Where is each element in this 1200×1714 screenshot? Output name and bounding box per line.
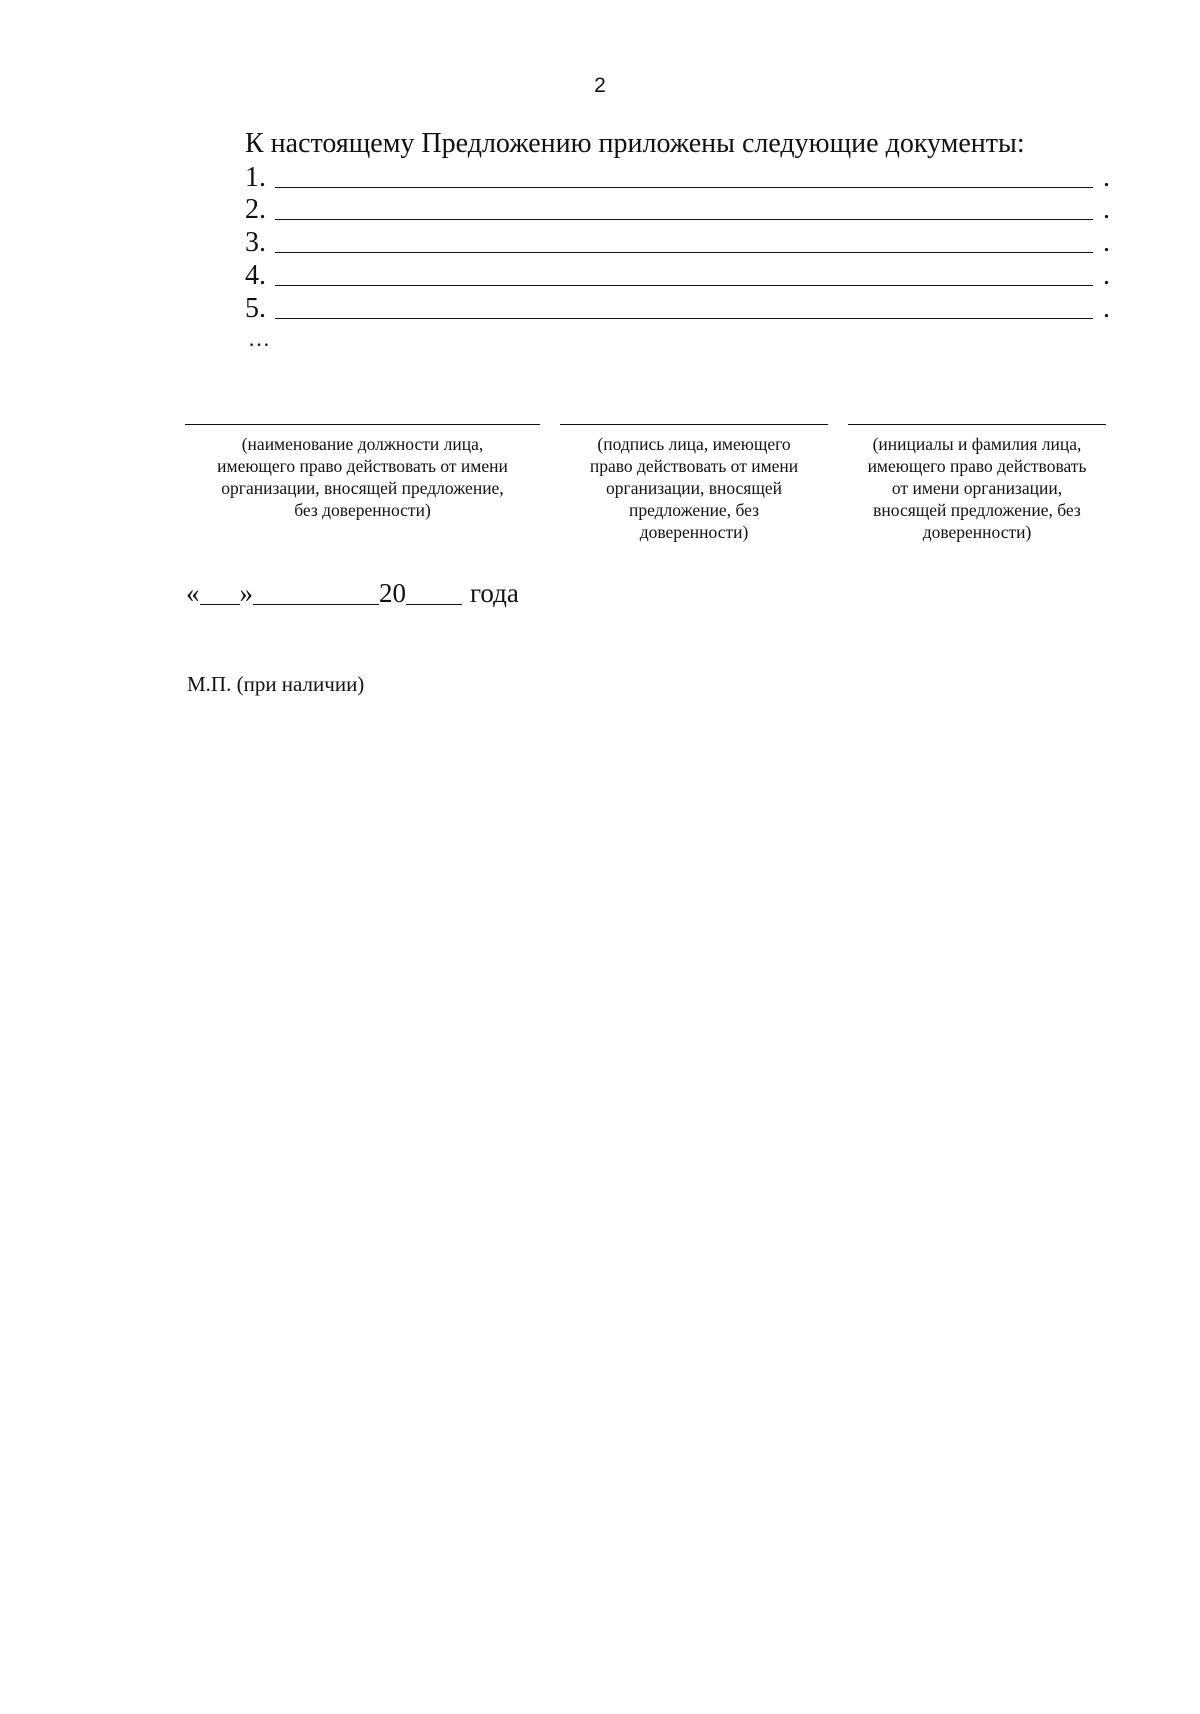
document-line-number: 3. — [245, 227, 266, 258]
document-line-1[interactable] — [245, 162, 1115, 194]
date-month-blank[interactable] — [253, 578, 379, 605]
date-suffix: года — [470, 578, 519, 608]
signature-caption: (подпись лица, имеющего право действовать от имени организации, вносящей предложение, без доверенности) — [589, 434, 799, 542]
date-field[interactable] — [186, 578, 519, 609]
document-line-number: 1. — [245, 162, 266, 193]
document-line-blank[interactable] — [275, 187, 1093, 188]
signature-caption: (инициалы и фамилия лица, имеющего право действовать от имени организации, вносящей предложение, без доверенности) — [867, 434, 1087, 542]
document-line-terminator: . — [1103, 194, 1110, 225]
document-line-4[interactable] — [245, 260, 1115, 292]
date-open-quote: « — [186, 578, 200, 608]
document-line-blank[interactable] — [275, 219, 1093, 220]
list-continuation-ellipsis: … — [248, 326, 271, 351]
page-number: 2 — [594, 74, 606, 97]
document-line-blank[interactable] — [275, 252, 1093, 253]
document-line-terminator: . — [1103, 162, 1110, 193]
document-line-number: 4. — [245, 260, 266, 291]
document-line-terminator: . — [1103, 293, 1110, 324]
document-line-3[interactable] — [245, 227, 1115, 259]
signature-field-position[interactable] — [185, 424, 540, 521]
date-day-blank[interactable] — [200, 578, 240, 605]
stamp-placeholder: М.П. (при наличии) — [187, 672, 365, 696]
signature-line[interactable] — [560, 424, 828, 425]
document-line-2[interactable] — [245, 194, 1115, 226]
signature-field-name[interactable] — [848, 424, 1106, 543]
signature-field-signature[interactable] — [560, 424, 828, 543]
signature-line[interactable] — [185, 424, 540, 425]
signature-caption: (наименование должности лица, имеющего право действовать от имени организации, вносящей предложение, без доверенности) — [217, 434, 508, 520]
document-line-5[interactable] — [245, 293, 1115, 325]
document-line-blank[interactable] — [275, 318, 1093, 319]
document-line-number: 5. — [245, 293, 266, 324]
document-line-blank[interactable] — [275, 285, 1093, 286]
date-century: 20 — [379, 578, 406, 608]
date-year-blank[interactable] — [406, 578, 462, 605]
date-close-quote: » — [239, 578, 253, 608]
attachments-heading: К настоящему Предложению приложены следующие документы: — [245, 128, 1025, 159]
document-line-terminator: . — [1103, 227, 1110, 258]
document-line-number: 2. — [245, 194, 266, 225]
document-line-terminator: . — [1103, 260, 1110, 291]
signature-line[interactable] — [848, 424, 1106, 425]
